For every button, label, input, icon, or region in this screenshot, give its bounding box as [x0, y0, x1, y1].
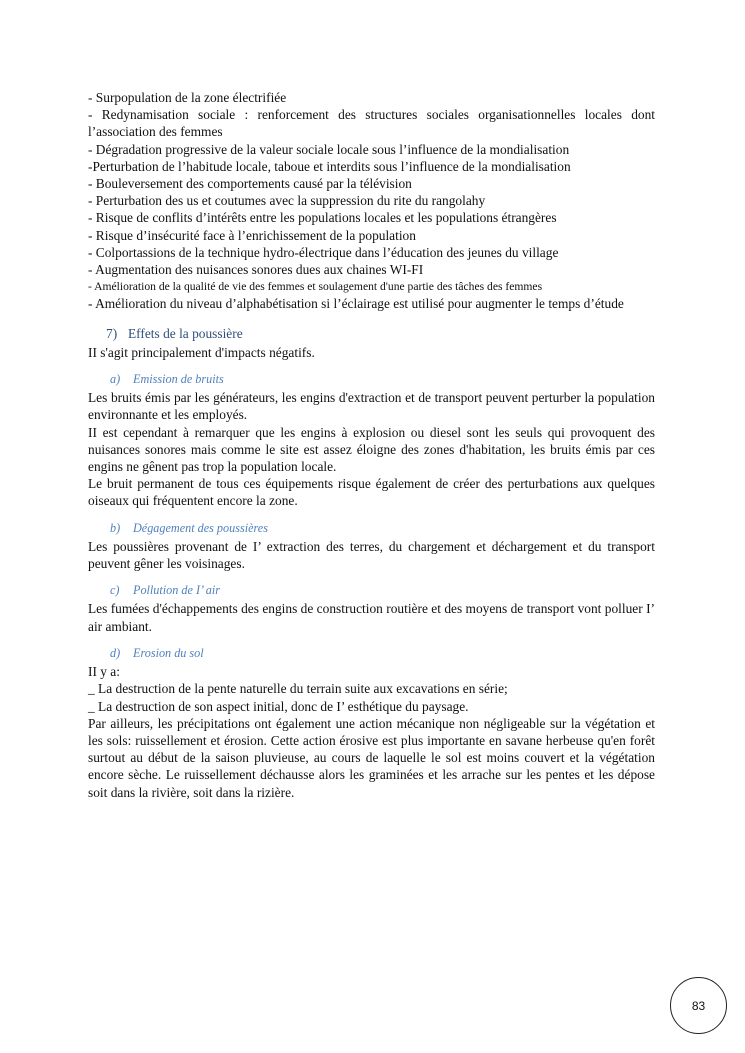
paragraph: Par ailleurs, les précipitations ont également une action mécanique non négligeable sur la végétation et les sols: ruissellement et érosion. Cette action érosive est plus importante en savane herbeuse qu'en forêt surtout au début de la saison pluvieuse, au cours de laquelle le sol est moins couvert et la végétation encore sèche. Le ruissellement déchausse alors les graminées et les arrache sur les pentes et les dépose soit dans la rivière, soit dans la rizière. — [88, 715, 655, 800]
list-item: - Bouleversement des comportements causé par la télévision — [88, 176, 412, 192]
paragraph: II est cependant à remarquer que les engins à explosion ou diesel sont les seuls qui provoquent des nuisances sonores mais comme le site est assez éloigne des zones d'habitation, les bruits émis par ces engins ne gênent pas trop la population locale. — [88, 424, 655, 475]
list-item: - Colportassions de la technique hydro-électrique dans l’éducation des jeunes du village — [88, 244, 559, 260]
impacts-list — [88, 89, 655, 313]
section-title: Effets de la poussière — [128, 325, 243, 341]
subsection-letter: d) — [110, 645, 121, 660]
paragraph: II y a: — [88, 664, 120, 680]
list-item: - Perturbation des us et coutumes avec la suppression du rite du rangolahy — [88, 193, 486, 209]
list-item: - Risque d’insécurité face à l’enrichissement de la population — [88, 227, 416, 243]
section-heading — [106, 325, 655, 342]
subsection-heading — [110, 582, 655, 599]
list-item: - Surpopulation de la zone électrifiée — [88, 90, 287, 105]
subsection-heading — [110, 645, 655, 662]
list-item: - Dégradation progressive de la valeur sociale locale sous l’influence de la mondialisation — [88, 141, 570, 157]
list-item: - Redynamisation sociale : renforcement des structures sociales organisationnelles locales dont l’association des femmes — [88, 107, 655, 140]
list-item: - Augmentation des nuisances sonores dues aux chaines WI-FI — [88, 262, 424, 278]
list-item: - Amélioration du niveau d’alphabétisation si l’éclairage est utilisé pour augmenter le temps d’étude — [88, 296, 624, 312]
paragraph: _ La destruction de la pente naturelle du terrain suite aux excavations en série; — [88, 681, 508, 697]
subsection-letter: b) — [110, 520, 121, 535]
document-body — [88, 89, 655, 801]
paragraph: Les bruits émis par les générateurs, les engins d'extraction et de transport peuvent perturber la population environnante et les employés. — [88, 390, 655, 423]
paragraph: Les fumées d'échappements des engins de construction routière et des moyens de transport vont polluer I’ air ambiant. — [88, 601, 655, 634]
list-item: -Perturbation de l’habitude locale, taboue et interdits sous l’influence de la mondialisation — [88, 158, 571, 174]
paragraph: Le bruit permanent de tous ces équipements risque également de créer des perturbations aux quelques oiseaux qui fréquentent encore la zone. — [88, 476, 655, 509]
subsection-title: Dégagement des poussières — [133, 520, 268, 535]
list-item: - Risque de conflits d’intérêts entre les populations locales et les populations étrangères — [88, 210, 557, 226]
subsection-heading — [110, 520, 655, 537]
subsection-title: Pollution de I’ air — [133, 583, 220, 598]
page-number: 83 — [670, 977, 727, 1034]
subsection-letter: c) — [110, 583, 120, 598]
subsection-title: Emission de bruits — [133, 372, 224, 387]
list-item: - Amélioration de la qualité de vie des femmes et soulagement d'une partie des tâches des femmes — [88, 280, 543, 294]
section-number: 7) — [106, 325, 118, 341]
subsection-title: Erosion du sol — [133, 645, 204, 660]
subsection-heading — [110, 371, 655, 388]
paragraph: Les poussières provenant de I’ extraction des terres, du chargement et déchargement et du transport peuvent gêner les voisinages. — [88, 538, 655, 572]
subsection-letter: a) — [110, 372, 121, 387]
section-intro: II s'agit principalement d'impacts négatifs. — [88, 344, 315, 360]
paragraph: _ La destruction de son aspect initial, donc de I’ esthétique du paysage. — [88, 698, 469, 714]
